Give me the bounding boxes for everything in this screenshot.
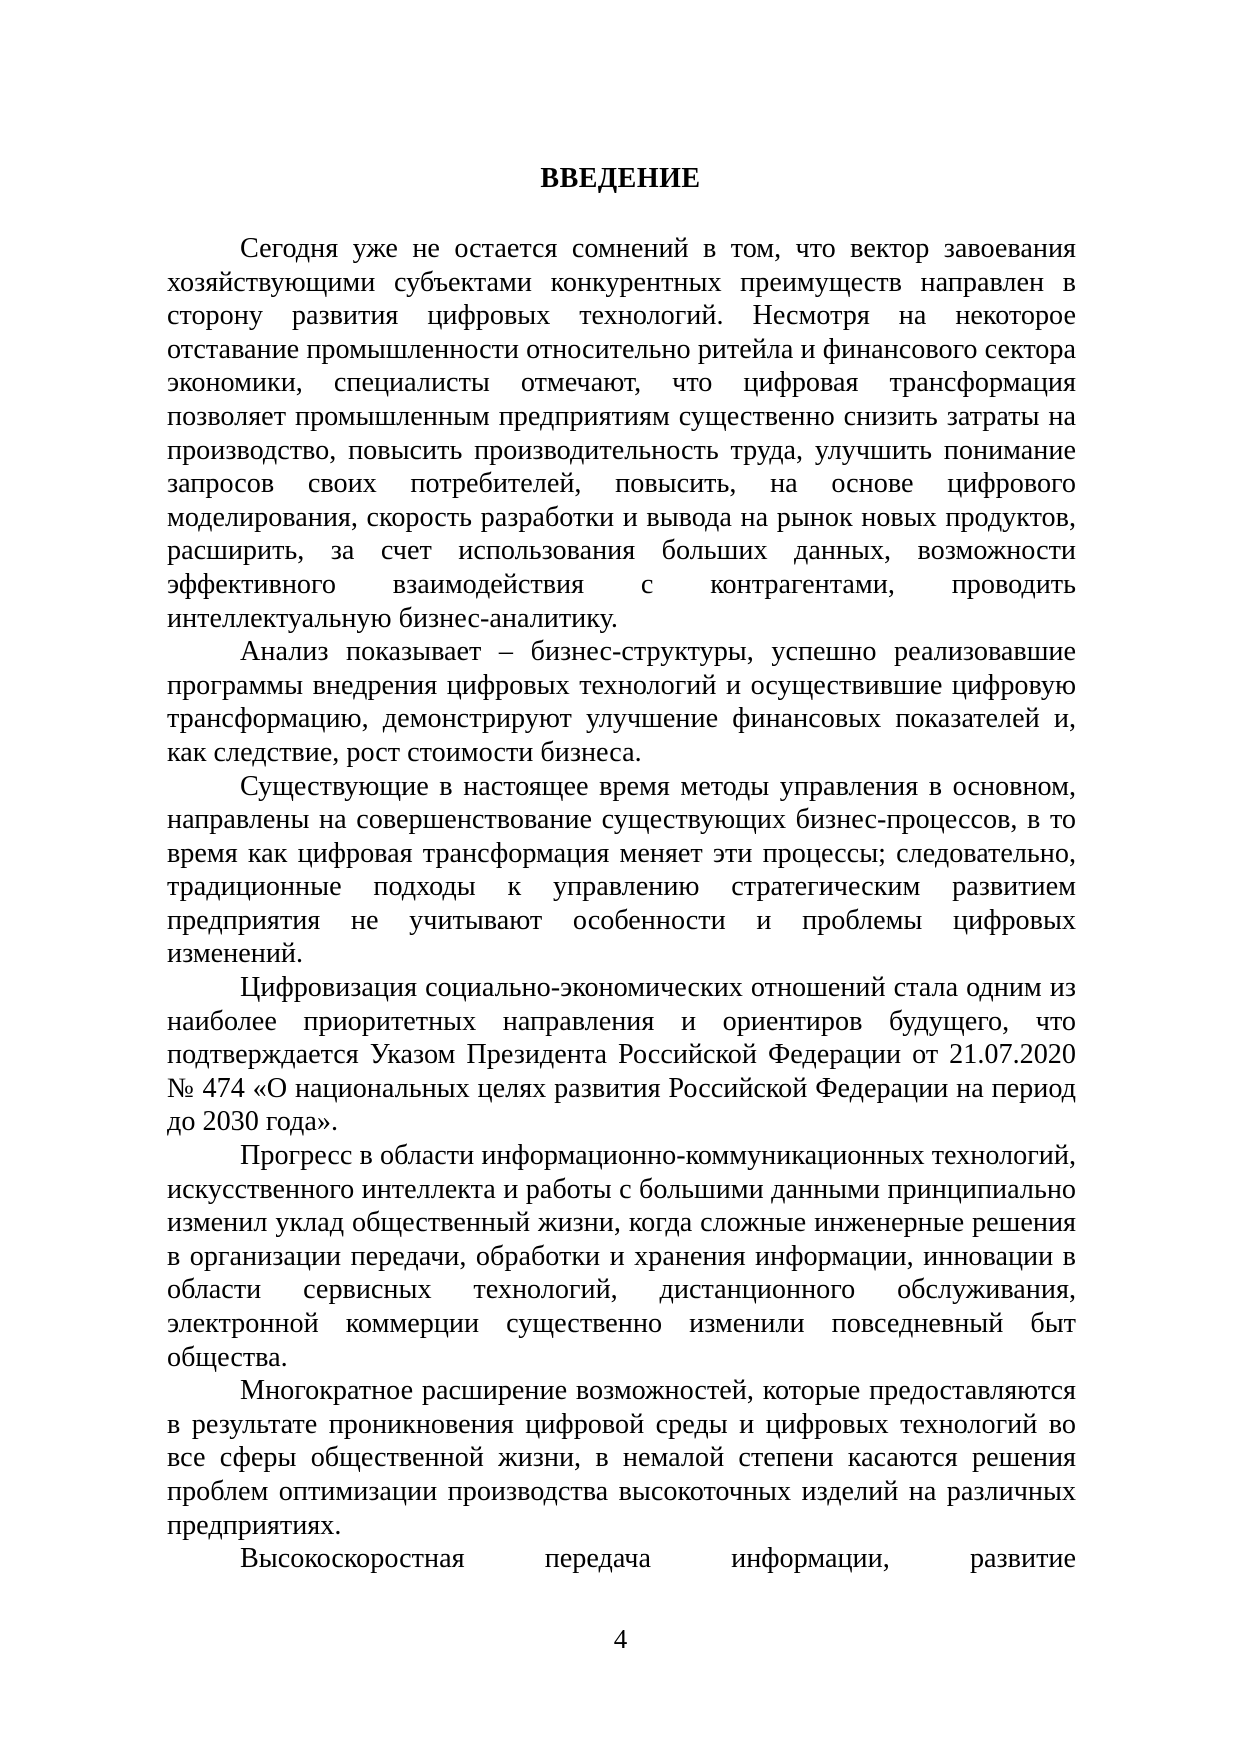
paragraph: Анализ показывает – бизнес-структуры, успешно реализовавшие программы внедрения цифровых технологий и осуществившие цифровую трансформацию, демонстрируют улучшение финансовых показателей и, как следствие, рост стоимости бизнеса. <box>167 636 1076 768</box>
section-title: ВВЕДЕНИЕ <box>540 163 701 194</box>
paragraph: Сегодня уже не остается сомнений в том, что вектор завоевания хозяйствующими субъектами конкурентных преимуществ направлен в сторону развития цифровых технологий. Несмотря на некоторое отставание промышленности относительно ритейла и финансового сектора экономики, специалисты отмечают, что цифровая трансформация позволяет промышленным предприятиям существенно снизить затраты на производство, повысить производительность труда, улучшить понимание запросов своих потребителей, повысить, на основе цифрового моделирования, скорость разработки и вывода на рынок новых продуктов, расширить, за счет использования больших данных, возможности эффективного взаимодействия с контрагентами, проводить интеллектуальную бизнес-аналитику. <box>167 233 1076 634</box>
paragraph: Цифровизация социально-экономических отношений стала одним из наиболее приоритетных направления и ориентиров будущего, что подтверждается Указом Президента Российской Федерации от 21.07.2020 № 474 «О национальных целях развития Российской Федерации на период до 2030 года». <box>167 972 1076 1138</box>
paragraph: Существующие в настоящее время методы управления в основном, направлены на совершенствование существующих бизнес-процессов, в то время как цифровая трансформация меняет эти процессы; следовательно, традиционные подходы к управлению стратегическим развитием предприятия не учитывают особенности и проблемы цифровых изменений. <box>167 770 1076 970</box>
paragraph: Многократное расширение возможностей, которые предоставляются в результате проникновения цифровой среды и цифровых технологий во все сферы общественной жизни, в немалой степени касаются решения проблем оптимизации производства высокоточных изделий на различных предприятиях. <box>167 1375 1076 1541</box>
paragraph: Высокоскоростная передача информации, развитие <box>240 1543 1076 1575</box>
body-text <box>167 232 1076 1576</box>
paragraph: Прогресс в области информационно-коммуникационных технологий, искусственного интеллекта и работы с большими данными принципиально изменил уклад общественный жизни, когда сложные инженерные решения в организации передачи, обработки и хранения информации, инновации в области сервисных технологий, дистанционного обслуживания, электронной коммерции существенно изменили повседневный быт общества. <box>167 1140 1076 1373</box>
page-number: 4 <box>613 1624 628 1654</box>
